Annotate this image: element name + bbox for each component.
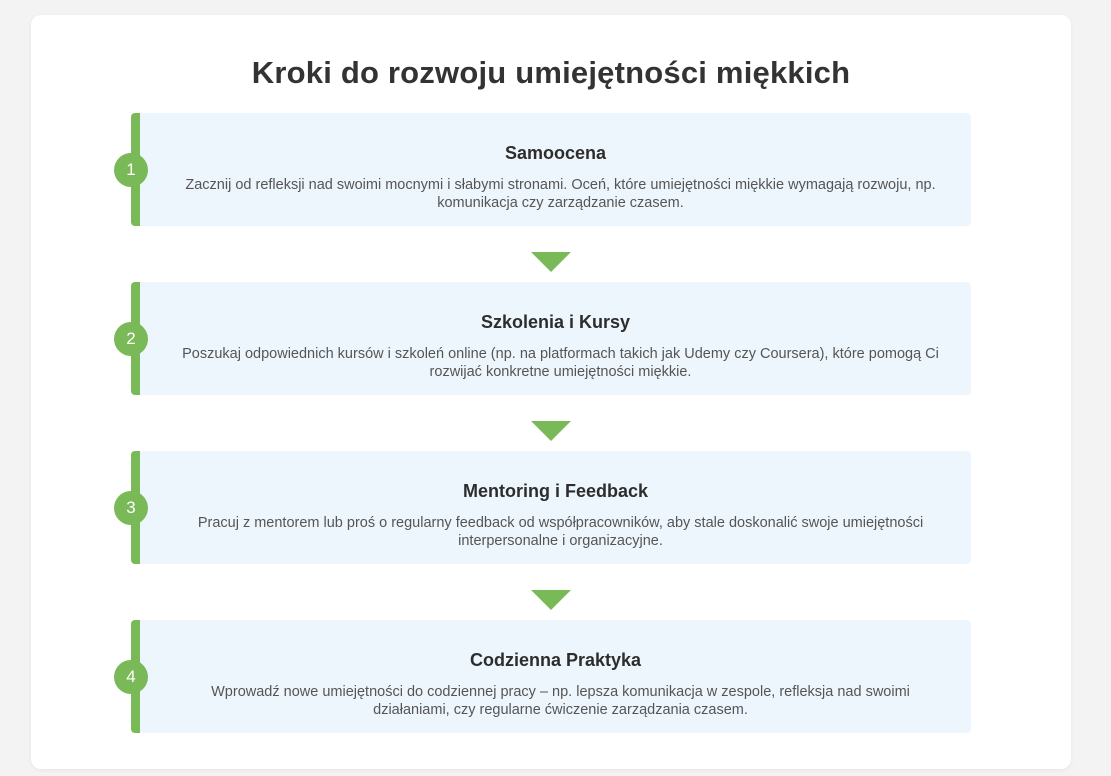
step-title: Szkolenia i Kursy xyxy=(480,312,631,332)
step-number-badge: 1 xyxy=(114,153,148,187)
step-number-badge: 3 xyxy=(114,491,148,525)
step-number-badge: 4 xyxy=(114,660,148,694)
step-4 xyxy=(126,620,971,733)
step-description: Wprowadź nowe umiejętności do codziennej pracy – np. lepsza komunikacja w zespole, refleksja nad swoimi działaniami, czy regularne ćwiczenie zarządzania czasem. xyxy=(211,684,910,718)
arrow-down-icon xyxy=(531,590,571,610)
step-title: Mentoring i Feedback xyxy=(462,481,649,501)
step-title: Samoocena xyxy=(504,143,607,163)
step-2 xyxy=(126,282,971,395)
step-3 xyxy=(126,451,971,564)
step-description: Poszukaj odpowiednich kursów i szkoleń online (np. na platformach takich jak Udemy czy Coursera), które pomogą Ci rozwijać konkretne umiejętności miękkie. xyxy=(182,346,939,380)
step-number-badge: 2 xyxy=(114,322,148,356)
step-title: Codzienna Praktyka xyxy=(469,650,642,670)
step-description: Zacznij od refleksji nad swoimi mocnymi i słabymi stronami. Oceń, które umiejętności miękkie wymagają rozwoju, np. komunikacja czy zarządzanie czasem. xyxy=(185,177,936,211)
steps-card xyxy=(31,15,1071,769)
step-1 xyxy=(126,113,971,226)
page-title: Kroki do rozwoju umiejętności miękkich xyxy=(251,55,851,90)
step-description: Pracuj z mentorem lub proś o regularny feedback od współpracowników, aby stale doskonalić swoje umiejętności interpersonalne i organizacyjne. xyxy=(197,515,924,549)
arrow-down-icon xyxy=(531,421,571,441)
arrow-down-icon xyxy=(531,252,571,272)
